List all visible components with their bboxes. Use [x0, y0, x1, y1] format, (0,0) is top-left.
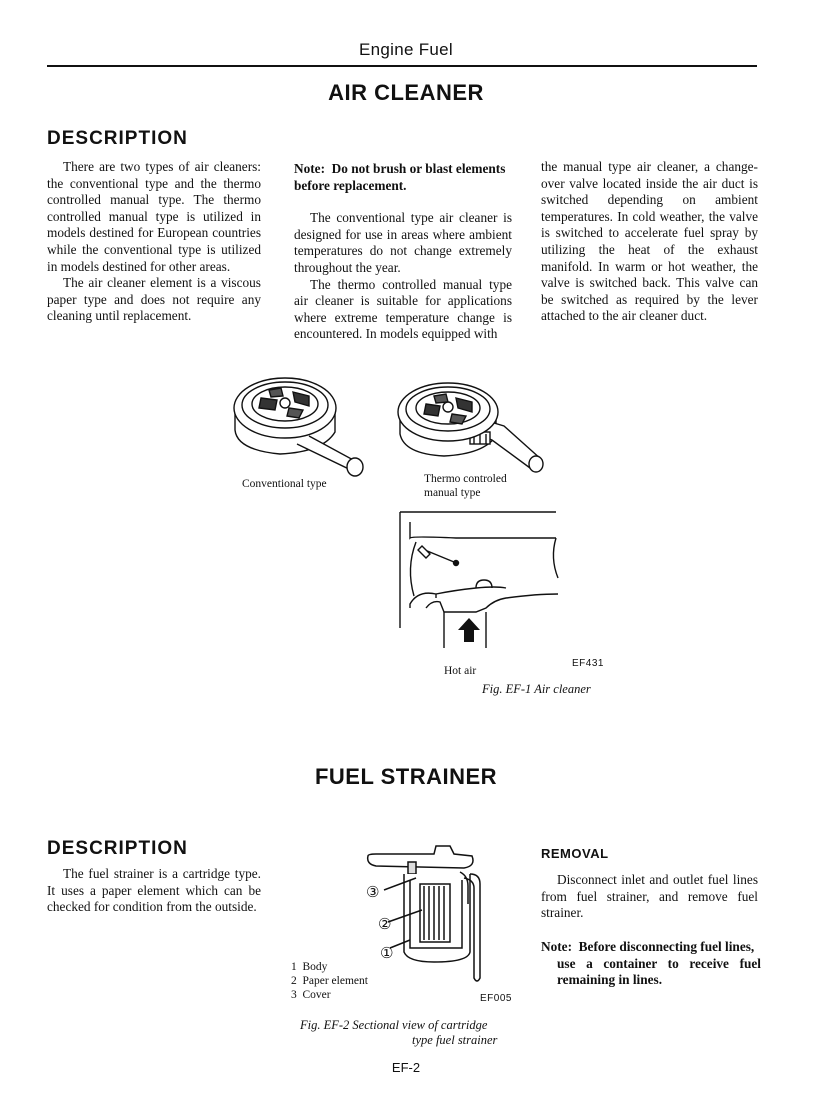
label-thermo-line-1: Thermo controled — [424, 473, 507, 485]
thermo-air-cleaner-illustration — [392, 376, 552, 480]
figure-caption-ef1: Fig. EF-1 Air cleaner — [482, 682, 591, 696]
paragraph: the manual type air cleaner, a change-over valve located inside the air duct is switched depending on ambient temperatures. In cold weather, the valve is switched to accelerate fuel spray by utilizing the heat of the exhaust manifold. In warm or hot weather, the valve is switched back. This valve can be switched as required by the lever attached to the air cleaner duct. — [541, 159, 758, 324]
label-thermo-line-2: manual type — [424, 487, 481, 499]
note-label: Note: — [294, 161, 326, 176]
paragraph: There are two types of air cleaners: the conventional type and the thermo controlled manual type. The thermo controlled manual type is utilized in models destined for European countries while the conventional type is utilized in models destined for other areas. — [47, 159, 261, 274]
part-label-body: 1 Body — [291, 961, 328, 973]
duct-valve-section-illustration — [396, 508, 566, 656]
removal-note — [541, 939, 761, 989]
callout-1: ① — [380, 945, 394, 962]
note-brush — [294, 161, 512, 194]
air-cleaner-column-3 — [541, 159, 758, 325]
air-cleaner-column-1 — [47, 159, 261, 325]
paragraph: Disconnect inlet and outlet fuel lines from fuel strainer, and remove fuel strainer. — [541, 872, 758, 921]
note-line-2: use a container to receive fuel — [557, 955, 761, 971]
part-label-paper-element: 2 Paper element — [291, 975, 368, 987]
note-label: Note: — [541, 939, 573, 954]
paragraph: The thermo controlled manual type air cleaner is suitable for applications where extreme temperature change is encountered. In models equipped with — [294, 276, 512, 342]
figure-caption-ef2-line-1: Fig. EF-2 Sectional view of cartridge — [300, 1018, 488, 1032]
figure-code-ef005: EF005 — [480, 993, 512, 1004]
conventional-air-cleaner-illustration — [225, 366, 375, 484]
paragraph: The fuel strainer is a cartridge type. It uses a paper element which can be checked for condition from the outside. — [47, 866, 261, 915]
label-conventional-type: Conventional type — [242, 478, 327, 490]
paragraph: The air cleaner element is a viscous paper type and does not require any cleaning until replacement. — [47, 275, 261, 324]
note-line-1 — [541, 939, 761, 956]
heading-removal: REMOVAL — [541, 846, 609, 861]
heading-description-fuel-strainer: DESCRIPTION — [47, 838, 188, 859]
header-rule — [47, 65, 757, 67]
heading-description-air-cleaner: DESCRIPTION — [47, 128, 188, 149]
note-line-3: remaining in lines. — [557, 972, 663, 988]
part-label-cover: 3 Cover — [291, 989, 331, 1001]
air-cleaner-column-2 — [294, 161, 512, 343]
page-number: EF-2 — [391, 1060, 421, 1075]
running-head: Engine Fuel — [358, 40, 454, 59]
label-hot-air: Hot air — [444, 665, 477, 677]
note-text: Do not brush or blast elements before replacement. — [294, 161, 506, 193]
fuel-strainer-description — [47, 866, 261, 916]
figure-caption-ef2-line-2: type fuel strainer — [412, 1033, 498, 1047]
removal-text — [541, 872, 758, 922]
section-title-fuel-strainer: FUEL STRAINER — [314, 764, 498, 789]
figure-code-ef431: EF431 — [572, 658, 604, 669]
callout-3: ③ — [366, 884, 380, 901]
paragraph: The conventional type air cleaner is designed for use in areas where ambient temperatures do not change extremely throughout the year. — [294, 210, 512, 275]
callout-2: ② — [378, 916, 392, 933]
note-text-1: Before disconnecting fuel lines, — [578, 939, 755, 954]
hot-air-arrow-icon — [458, 618, 480, 642]
section-title-air-cleaner: AIR CLEANER — [328, 80, 484, 105]
